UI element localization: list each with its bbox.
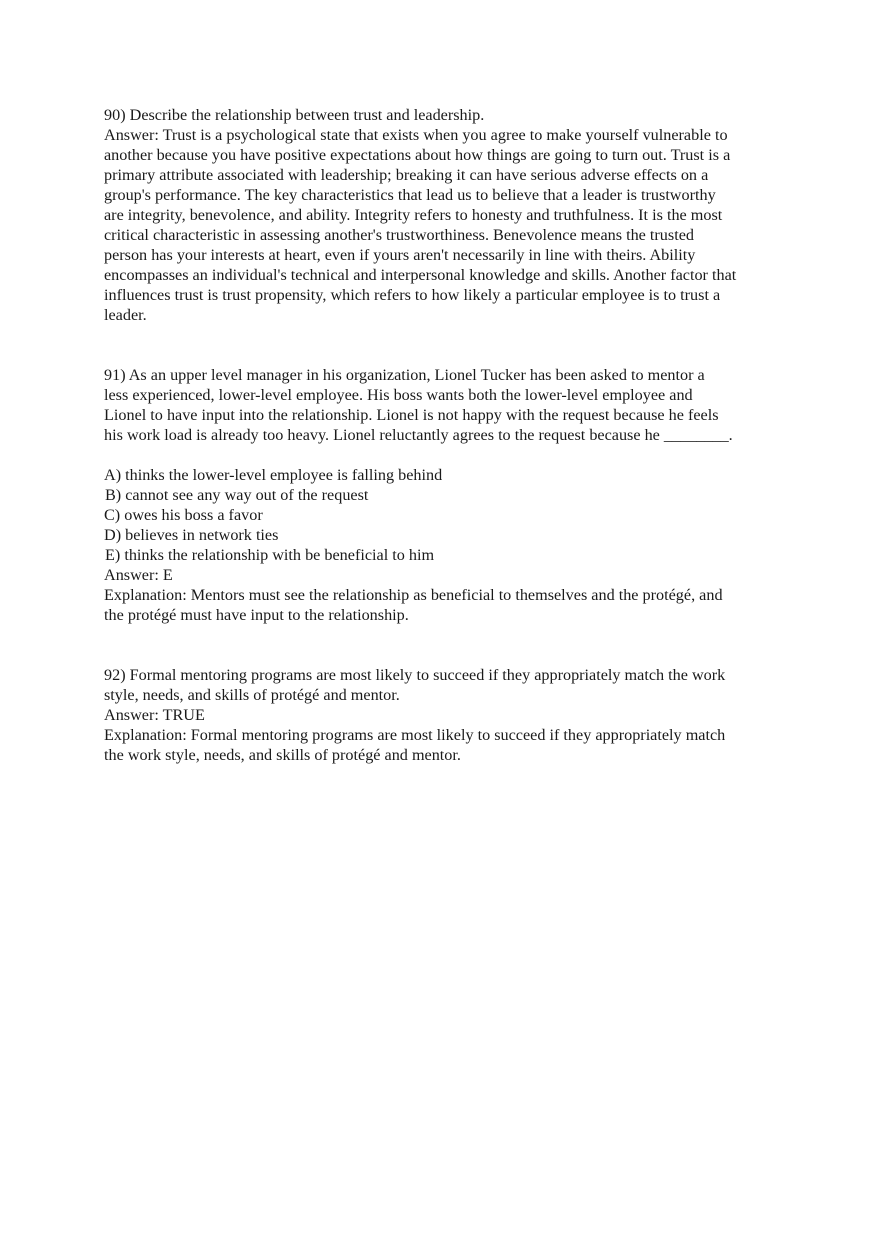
explanation-line: Explanation: Mentors must see the relationship as beneficial to themselves and the protégé, and — [104, 586, 723, 604]
answer-line: group's performance. The key characteristics that lead us to believe that a leader is trustworthy — [104, 186, 716, 204]
question-92 — [104, 665, 784, 765]
answer-options — [104, 465, 784, 565]
question-91-prompt-line: 91) As an upper level manager in his organization, Lionel Tucker has been asked to mentor a — [104, 366, 705, 384]
answer-line: are integrity, benevolence, and ability. Integrity refers to honesty and truthfulness. It is the most — [104, 206, 723, 224]
answer-line: critical characteristic in assessing another's trustworthiness. Benevolence means the trusted — [104, 226, 694, 244]
option-a: A) thinks the lower-level employee is falling behind — [104, 466, 443, 484]
option-c: C) owes his boss a favor — [104, 506, 263, 524]
explanation-line: the protégé must have input to the relationship. — [104, 606, 409, 624]
answer-line: primary attribute associated with leadership; breaking it can have serious adverse effects on a — [104, 166, 709, 184]
answer-line: Answer: Trust is a psychological state that exists when you agree to make yourself vulnerable to — [104, 126, 728, 144]
question-90-number: 90) — [104, 106, 126, 124]
question-91-prompt-line: his work load is already too heavy. Lionel reluctantly agrees to the request because he ________. — [104, 426, 733, 444]
question-91-answer: Answer: E — [104, 566, 173, 584]
answer-line: encompasses an individual's technical and interpersonal knowledge and skills. Another factor that — [104, 266, 737, 284]
question-92-prompt-line: style, needs, and skills of protégé and mentor. — [104, 686, 400, 704]
question-91-prompt-line: less experienced, lower-level employee. His boss wants both the lower-level employee and — [104, 386, 693, 404]
option-d: D) believes in network ties — [104, 526, 279, 544]
option-e: E) thinks the relationship with be beneficial to him — [105, 546, 435, 564]
explanation-line: Explanation: Formal mentoring programs are most likely to succeed if they appropriately match — [104, 726, 726, 744]
option-b: B) cannot see any way out of the request — [105, 486, 369, 504]
question-91-prompt-line: Lionel to have input into the relationship. Lionel is not happy with the request because he feels — [104, 406, 719, 424]
document-page — [104, 105, 784, 765]
question-92-prompt-line: 92) Formal mentoring programs are most likely to succeed if they appropriately match the work — [104, 666, 726, 684]
answer-line: another because you have positive expectations about how things are going to turn out. Trust is a — [104, 146, 731, 164]
answer-line: influences trust is trust propensity, which refers to how likely a particular employee is to trust a — [104, 286, 721, 304]
answer-line: person has your interests at heart, even if yours aren't necessarily in line with theirs. Ability — [104, 246, 696, 264]
question-90 — [104, 105, 784, 325]
answer-line: leader. — [104, 306, 147, 324]
explanation-line: the work style, needs, and skills of protégé and mentor. — [104, 746, 461, 764]
question-90-prompt: 90) Describe the relationship between trust and leadership. — [104, 106, 485, 124]
question-91 — [104, 365, 784, 625]
question-92-answer: Answer: TRUE — [104, 706, 205, 724]
